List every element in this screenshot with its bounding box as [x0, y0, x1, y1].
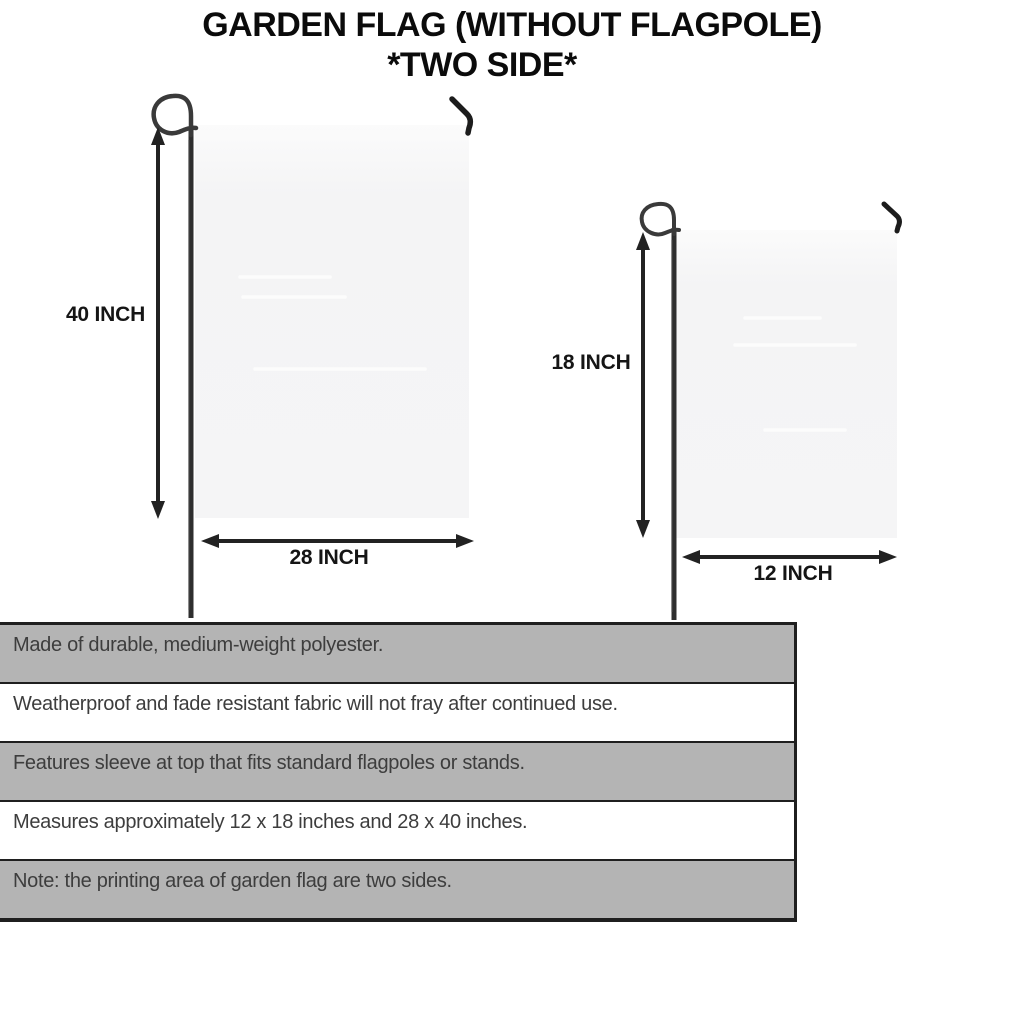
- feature-row-weatherproof: [0, 682, 794, 741]
- small-flag-width-label: 12 INCH: [753, 562, 833, 585]
- feature-text: Features sleeve at top that fits standard flagpoles or stands.: [13, 752, 525, 774]
- large-flag-height-label: 40 INCH: [65, 303, 146, 326]
- large-flagpole-loop: [154, 96, 196, 135]
- feature-text: Measures approximately 12 x 18 inches and 28 x 40 inches.: [13, 811, 528, 833]
- large-flag-canvas: [195, 125, 469, 518]
- features-table: [0, 622, 797, 922]
- feature-row-note: [0, 859, 794, 918]
- feature-text: Weatherproof and fade resistant fabric will not fray after continued use.: [13, 693, 618, 715]
- small-flagpole-loop: [642, 204, 679, 235]
- small-flag-height-arrow: [636, 232, 650, 538]
- large-flag-diagram: [151, 96, 474, 618]
- small-flag-diagram: [636, 204, 899, 620]
- small-flag-hook-icon: [884, 204, 899, 231]
- feature-row-measures: [0, 800, 794, 859]
- title-line-2: *TWO SIDE*: [387, 46, 577, 84]
- feature-text: Made of durable, medium-weight polyester.: [13, 634, 384, 656]
- small-flag-height-label: 18 INCH: [551, 351, 631, 374]
- large-flag-width-label: 28 INCH: [289, 546, 369, 569]
- small-flag-canvas: [676, 230, 897, 538]
- feature-text: Note: the printing area of garden flag are two sides.: [13, 870, 452, 892]
- title-line-1: GARDEN FLAG (WITHOUT FLAGPOLE): [202, 6, 822, 44]
- feature-row-material: [0, 625, 794, 682]
- feature-row-sleeve: [0, 741, 794, 800]
- large-flag-height-arrow: [151, 127, 165, 519]
